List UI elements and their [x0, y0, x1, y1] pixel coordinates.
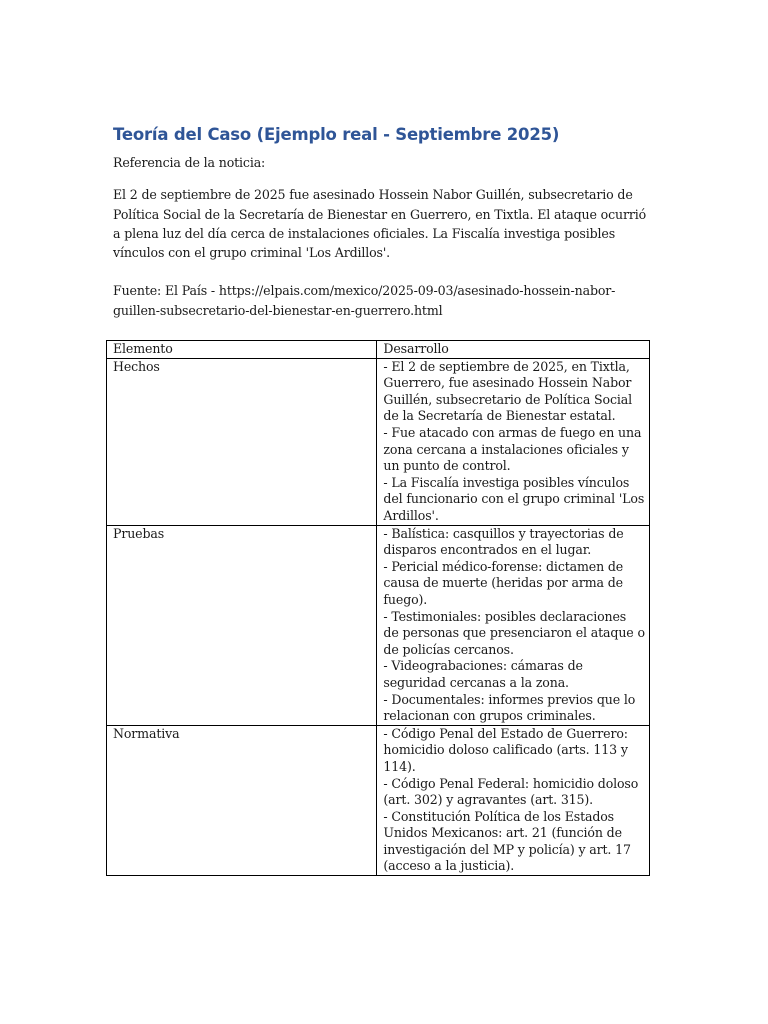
- list-item: - Pericial médico-forense: dictamen de causa de muerte (heridas por arma de fuego).: [383, 558, 624, 607]
- list-item: - Documentales: informes previos que lo relacionan con grupos criminales.: [383, 691, 636, 724]
- list-item: - Videograbaciones: cámaras de seguridad cercanas a la zona.: [383, 658, 583, 690]
- column-header-desarrollo: Desarrollo: [377, 341, 650, 359]
- column-header-elemento: Elemento: [107, 341, 377, 359]
- source-citation: Fuente: El País - https://elpais.com/mexico/2025-09-03/asesinado-hossein-nabor-guillen-subsecretario-del-bienestar-en-guerrero.html: [113, 283, 616, 318]
- list-item: - El 2 de septiembre de 2025, en Tixtla, Guerrero, fue asesinado Hossein Nabor Guillén, subsecretario de Política Social de la Secretaría de Bienestar estatal.: [383, 358, 632, 424]
- news-summary: El 2 de septiembre de 2025 fue asesinado Hossein Nabor Guillén, subsecretario de Política Social de la Secretaría de Bienestar en Guerrero, en Tixtla. El ataque ocurrió a plena luz del día cerca de instalaciones oficiales. La Fiscalía investiga posibles vínculos con el grupo criminal 'Los Ardillos'.: [113, 187, 647, 261]
- list-item: - La Fiscalía investiga posibles vínculos del funcionario con el grupo criminal 'Los Ardillos'.: [383, 474, 645, 524]
- document-title: Teoría del Caso (Ejemplo real - Septiembre 2025): [113, 125, 560, 144]
- table-header-row: [107, 341, 650, 359]
- table-row-normativa: [107, 725, 650, 875]
- row-content-normativa: [377, 725, 650, 875]
- row-content-pruebas: [377, 525, 650, 725]
- list-item: - Código Penal del Estado de Guerrero: homicidio doloso calificado (arts. 113 y 114).: [383, 725, 628, 774]
- document-page: [113, 124, 653, 876]
- row-content-hechos: [377, 358, 650, 525]
- row-label-normativa: Normativa: [107, 725, 377, 875]
- list-item: - Constitución Política de los Estados Unidos Mexicanos: art. 21 (función de investigación del MP y policía) y art. 17 (acceso a la justicia).: [383, 808, 631, 874]
- list-item: - Testimoniales: posibles declaraciones de personas que presenciaron el ataque o de policías cercanos.: [383, 608, 645, 657]
- row-label-pruebas: Pruebas: [107, 525, 377, 725]
- table-row-pruebas: [107, 525, 650, 725]
- list-item: - Código Penal Federal: homicidio doloso (art. 302) y agravantes (art. 315).: [383, 775, 639, 808]
- row-label-hechos: Hechos: [107, 358, 377, 525]
- reference-label: Referencia de la noticia:: [113, 155, 266, 170]
- list-item: - Fue atacado con armas de fuego en una zona cercana a instalaciones oficiales y un punto de control.: [383, 425, 642, 474]
- table-row-hechos: [107, 358, 650, 525]
- list-item: - Balística: casquillos y trayectorias de disparos encontrados en el lugar.: [383, 525, 624, 558]
- case-theory-table: [106, 340, 650, 876]
